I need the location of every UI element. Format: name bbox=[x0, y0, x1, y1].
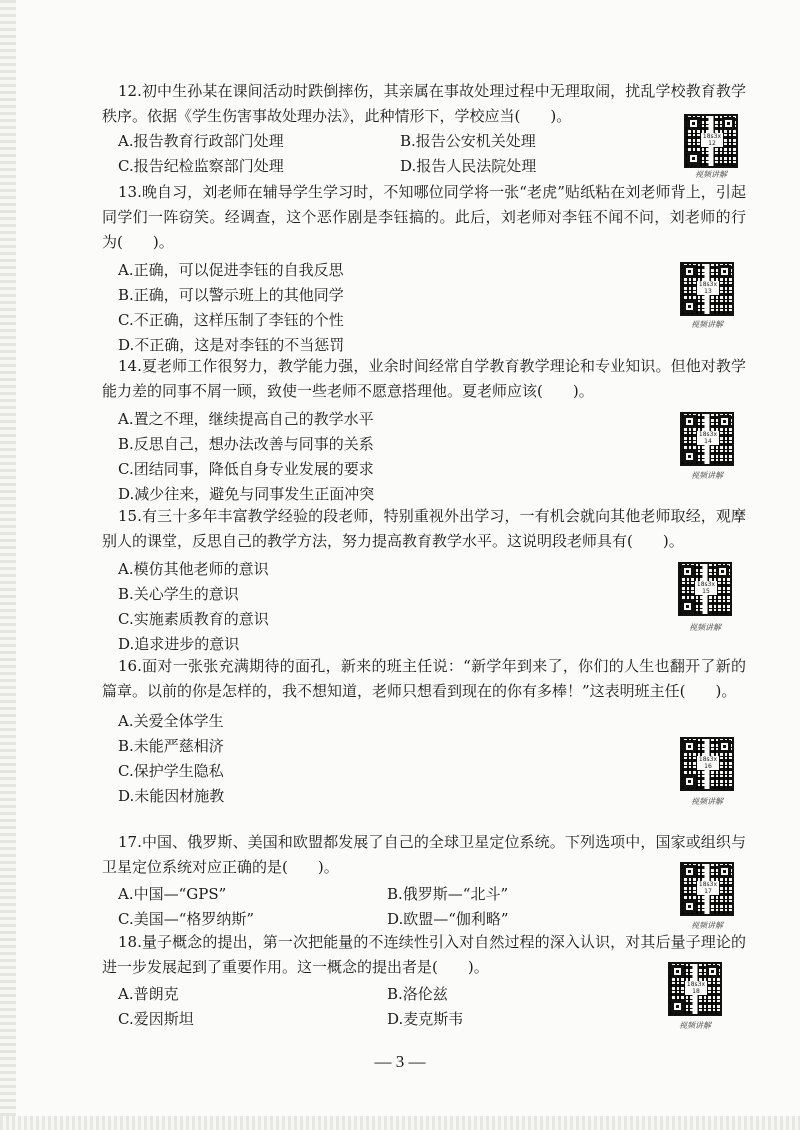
option-b: B.反思自己，想办法改善与同事的关系 bbox=[118, 435, 374, 453]
option-d: D.麦克斯韦 bbox=[387, 1010, 464, 1028]
option-b: B.俄罗斯—“北斗” bbox=[387, 885, 509, 903]
option-a: A.报告教育行政部门处理 bbox=[118, 132, 284, 150]
option-c: C.报告纪检监察部门处理 bbox=[118, 157, 284, 175]
question-stem: 12.初中生孙某在课间活动时跌倒摔伤，其亲属在事故处理过程中无理取闹，扰乱学校教育教学秩序。依据《学生伤害事故处理办法》，此种情形下，学校应当( )。 bbox=[102, 82, 746, 125]
option-d: D.不正确，这是对李钰的不当惩罚 bbox=[118, 336, 345, 354]
qr-code-label: 18s3x 16 bbox=[698, 756, 718, 770]
qr-code-label: 18s3x 18 bbox=[686, 981, 706, 995]
qr-code-label: 18s3x 15 bbox=[696, 581, 716, 595]
qr-caption: 视频讲解 bbox=[679, 1021, 711, 1030]
option-c: C.实施素质教育的意识 bbox=[118, 610, 269, 628]
option-a: A.正确，可以促进李钰的自我反思 bbox=[118, 261, 344, 279]
qr-caption: 视频讲解 bbox=[691, 797, 723, 806]
qr-code-icon[interactable] bbox=[684, 114, 738, 168]
qr-code-icon[interactable] bbox=[678, 562, 732, 616]
question-stem: 14.夏老师工作很努力，教学能力强，业余时间经常自学教育教学理论和专业知识。但他对教学能力差的同事不屑一顾，致使一些老师不愿意搭理他。夏老师应该( )。 bbox=[102, 357, 746, 400]
option-a: A.普朗克 bbox=[118, 985, 179, 1003]
option-c: C.团结同事，降低自身专业发展的要求 bbox=[118, 460, 374, 478]
option-c: C.保护学生隐私 bbox=[118, 762, 224, 780]
qr-code-icon[interactable] bbox=[668, 962, 722, 1016]
option-a: A.置之不理，继续提高自己的教学水平 bbox=[118, 410, 374, 428]
qr-code-label: 18s3x 13 bbox=[698, 281, 718, 295]
option-b: B.洛伦兹 bbox=[387, 985, 448, 1003]
option-d: D.欧盟—“伽利略” bbox=[387, 910, 509, 928]
qr-code-label: 18s3x 17 bbox=[698, 881, 718, 895]
qr-code-icon[interactable] bbox=[680, 412, 734, 466]
option-d: D.追求进步的意识 bbox=[118, 635, 240, 653]
option-b: B.未能严慈相济 bbox=[118, 737, 224, 755]
qr-code-label: 18s3x 14 bbox=[698, 431, 718, 445]
qr-code-label: 18s3x 12 bbox=[702, 133, 722, 147]
qr-caption: 视频讲解 bbox=[691, 921, 723, 930]
option-c: C.美国—“格罗纳斯” bbox=[118, 910, 255, 928]
qr-caption: 视频讲解 bbox=[695, 170, 727, 179]
option-c: C.不正确，这样压制了李钰的个性 bbox=[118, 311, 344, 329]
option-d: D.报告人民法院处理 bbox=[400, 157, 537, 175]
qr-caption: 视频讲解 bbox=[689, 623, 721, 632]
question-stem: 16.面对一张张充满期待的面孔，新来的班主任说：“新学年到来了，你们的人生也翻开了新的篇章。以前的你是怎样的，我不想知道，老师只想看到现在的你有多棒！”这表明班主任( )。 bbox=[102, 657, 746, 700]
question-stem: 13.晚自习，刘老师在辅导学生学习时，不知哪位同学将一张“老虎”贴纸粘在刘老师背上，引起同学们一阵窃笑。经调查，这个恶作剧是李钰搞的。此后，刘老师对李钰不闻不问，刘老师的行为( )。 bbox=[102, 183, 746, 251]
option-a: A.中国—“GPS” bbox=[118, 885, 227, 903]
option-b: B.关心学生的意识 bbox=[118, 585, 239, 603]
option-a: A.模仿其他老师的意识 bbox=[118, 560, 269, 578]
option-d: D.减少往来，避免与同事发生正面冲突 bbox=[118, 485, 375, 503]
qr-caption: 视频讲解 bbox=[691, 471, 723, 480]
question-stem: 18.量子概念的提出，第一次把能量的不连续性引入对自然过程的深入认识，对其后量子理论的进一步发展起到了重要作用。这一概念的提出者是( )。 bbox=[102, 933, 746, 976]
qr-code-icon[interactable] bbox=[680, 737, 734, 791]
question-stem: 17.中国、俄罗斯、美国和欧盟都发展了自己的全球卫星定位系统。下列选项中，国家或组织与卫星定位系统对应正确的是( )。 bbox=[102, 833, 746, 876]
qr-code-icon[interactable] bbox=[680, 262, 734, 316]
page-number: — 3 — bbox=[374, 1052, 426, 1071]
option-c: C.爱因斯坦 bbox=[118, 1010, 194, 1028]
option-b: B.正确，可以警示班上的其他同学 bbox=[118, 286, 344, 304]
scan-edge-bottom bbox=[0, 1116, 800, 1130]
option-d: D.未能因材施教 bbox=[118, 787, 225, 805]
question-stem: 15.有三十多年丰富教学经验的段老师，特别重视外出学习，一有机会就向其他老师取经，观摩别人的课堂，反思自己的教学方法，努力提高教育教学水平。这说明段老师具有( )。 bbox=[102, 507, 746, 550]
option-b: B.报告公安机关处理 bbox=[400, 132, 536, 150]
question-12 bbox=[0, 79, 800, 179]
option-a: A.关爱全体学生 bbox=[118, 712, 224, 730]
qr-caption: 视频讲解 bbox=[691, 320, 723, 329]
qr-code-icon[interactable] bbox=[680, 862, 734, 916]
